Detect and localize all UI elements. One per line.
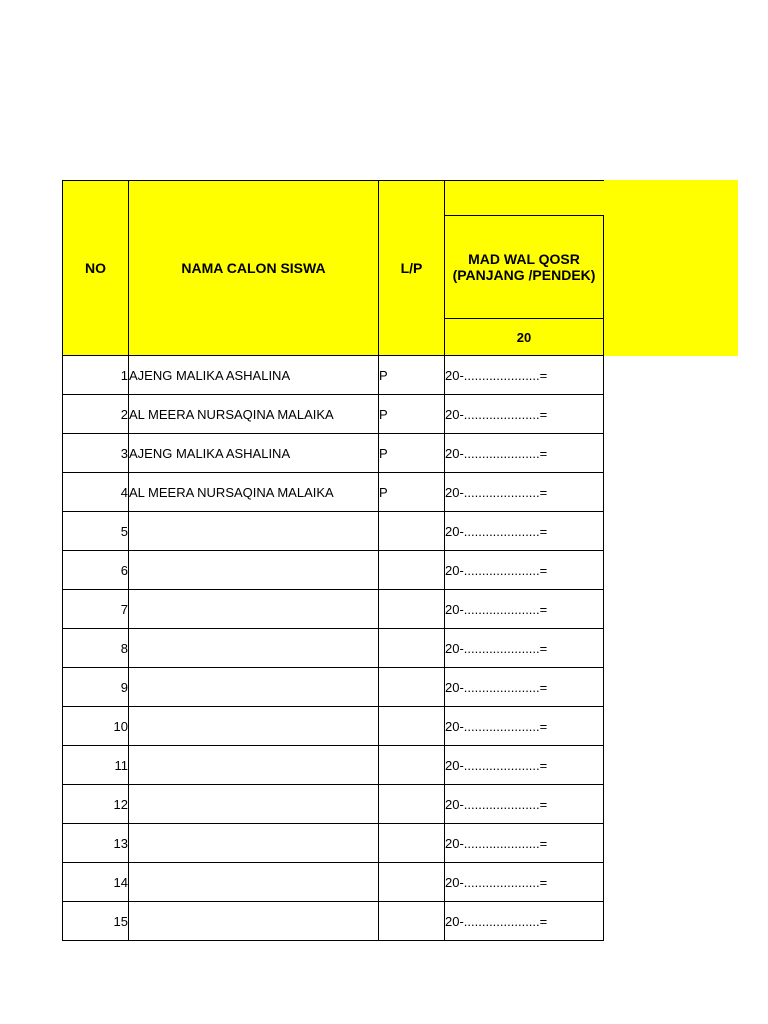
- student-name-cell[interactable]: AJENG MALIKA ASHALINA: [129, 356, 379, 395]
- table-row: [63, 473, 604, 512]
- gender-cell[interactable]: P: [379, 356, 445, 395]
- row-number-cell[interactable]: 10: [63, 707, 129, 746]
- table-row: [63, 863, 604, 902]
- gender-cell[interactable]: [379, 824, 445, 863]
- header-fill-extension: [604, 180, 738, 356]
- score-cell[interactable]: 20-.....................=: [445, 434, 604, 473]
- student-name-cell[interactable]: [129, 668, 379, 707]
- row-number-cell[interactable]: 2: [63, 395, 129, 434]
- row-number-cell[interactable]: 9: [63, 668, 129, 707]
- gender-cell[interactable]: [379, 590, 445, 629]
- student-score-table: [62, 180, 604, 941]
- table-row: [63, 356, 604, 395]
- row-number-cell[interactable]: 14: [63, 863, 129, 902]
- header-score-max: 20: [445, 319, 604, 356]
- table-row: [63, 668, 604, 707]
- table-row: [63, 824, 604, 863]
- row-number-cell[interactable]: 5: [63, 512, 129, 551]
- gender-cell[interactable]: [379, 668, 445, 707]
- student-name-cell[interactable]: [129, 551, 379, 590]
- score-cell[interactable]: 20-.....................=: [445, 824, 604, 863]
- row-number-cell[interactable]: 8: [63, 629, 129, 668]
- score-cell[interactable]: 20-.....................=: [445, 668, 604, 707]
- header-no: NO: [63, 181, 129, 356]
- table-row: [63, 746, 604, 785]
- table-row: [63, 902, 604, 941]
- table-row: [63, 395, 604, 434]
- table-row: [63, 785, 604, 824]
- header-gender: L/P: [379, 181, 445, 356]
- student-name-cell[interactable]: [129, 902, 379, 941]
- table-row: [63, 707, 604, 746]
- gender-cell[interactable]: [379, 863, 445, 902]
- score-cell[interactable]: 20-.....................=: [445, 902, 604, 941]
- gender-cell[interactable]: [379, 902, 445, 941]
- score-cell[interactable]: 20-.....................=: [445, 629, 604, 668]
- gender-cell[interactable]: [379, 629, 445, 668]
- row-number-cell[interactable]: 1: [63, 356, 129, 395]
- header-mad-line1: MAD WAL QOSR: [468, 251, 580, 267]
- gender-cell[interactable]: P: [379, 473, 445, 512]
- gender-cell[interactable]: [379, 512, 445, 551]
- header-mad-wal-qosr: [445, 216, 604, 319]
- score-cell[interactable]: 20-.....................=: [445, 551, 604, 590]
- row-number-cell[interactable]: 11: [63, 746, 129, 785]
- row-number-cell[interactable]: 12: [63, 785, 129, 824]
- table-row: [63, 434, 604, 473]
- gender-cell[interactable]: [379, 785, 445, 824]
- student-name-cell[interactable]: AL MEERA NURSAQINA MALAIKA: [129, 473, 379, 512]
- score-cell[interactable]: 20-.....................=: [445, 707, 604, 746]
- student-name-cell[interactable]: [129, 863, 379, 902]
- student-name-cell[interactable]: [129, 785, 379, 824]
- gender-cell[interactable]: [379, 551, 445, 590]
- student-name-cell[interactable]: AL MEERA NURSAQINA MALAIKA: [129, 395, 379, 434]
- table-row: [63, 551, 604, 590]
- score-cell[interactable]: 20-.....................=: [445, 863, 604, 902]
- header-mad-line2: (PANJANG /PENDEK): [452, 267, 596, 283]
- header-row-top: [63, 181, 604, 216]
- row-number-cell[interactable]: 4: [63, 473, 129, 512]
- row-number-cell[interactable]: 6: [63, 551, 129, 590]
- gender-cell[interactable]: [379, 746, 445, 785]
- student-name-cell[interactable]: [129, 824, 379, 863]
- table-row: [63, 629, 604, 668]
- row-number-cell[interactable]: 15: [63, 902, 129, 941]
- header-group-cell: [445, 181, 604, 216]
- score-cell[interactable]: 20-.....................=: [445, 590, 604, 629]
- score-cell[interactable]: 20-.....................=: [445, 512, 604, 551]
- row-number-cell[interactable]: 3: [63, 434, 129, 473]
- gender-cell[interactable]: P: [379, 395, 445, 434]
- student-name-cell[interactable]: [129, 707, 379, 746]
- student-name-cell[interactable]: [129, 512, 379, 551]
- student-name-cell[interactable]: [129, 629, 379, 668]
- row-number-cell[interactable]: 7: [63, 590, 129, 629]
- score-cell[interactable]: 20-.....................=: [445, 395, 604, 434]
- header-student-name: NAMA CALON SISWA: [129, 181, 379, 356]
- gender-cell[interactable]: P: [379, 434, 445, 473]
- student-name-cell[interactable]: [129, 590, 379, 629]
- table-row: [63, 512, 604, 551]
- row-number-cell[interactable]: 13: [63, 824, 129, 863]
- student-name-cell[interactable]: AJENG MALIKA ASHALINA: [129, 434, 379, 473]
- score-cell[interactable]: 20-.....................=: [445, 746, 604, 785]
- table-row: [63, 590, 604, 629]
- score-cell[interactable]: 20-.....................=: [445, 356, 604, 395]
- student-name-cell[interactable]: [129, 746, 379, 785]
- score-cell[interactable]: 20-.....................=: [445, 785, 604, 824]
- score-cell[interactable]: 20-.....................=: [445, 473, 604, 512]
- gender-cell[interactable]: [379, 707, 445, 746]
